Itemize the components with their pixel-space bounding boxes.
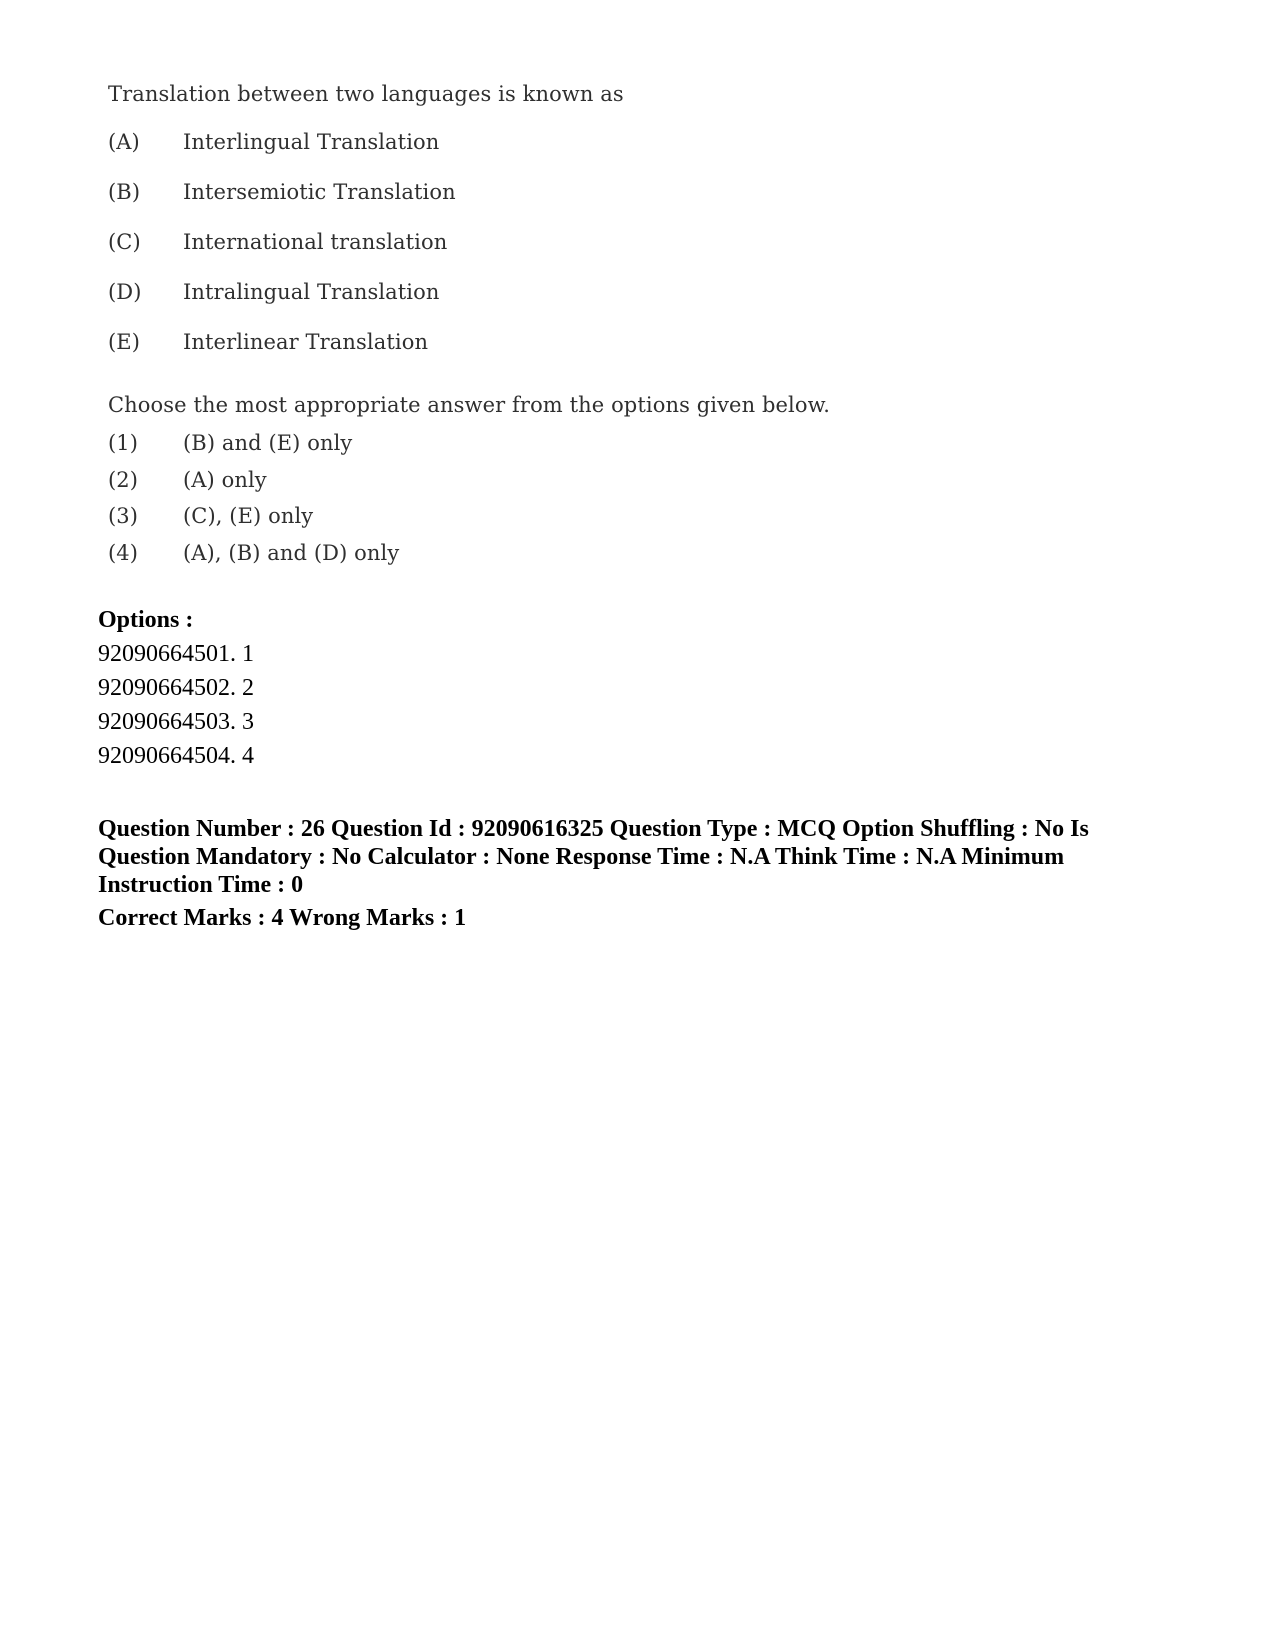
option-id-2: 92090664502. 2: [98, 675, 254, 701]
options-block: [98, 603, 254, 773]
answer-text: (B) and (E) only: [183, 431, 353, 455]
answer-instruction: Choose the most appropriate answer from the options given below.: [108, 393, 830, 417]
choice-label: (C): [108, 230, 141, 254]
choice-label: (B): [108, 180, 141, 204]
question-stem: Translation between two languages is known as: [108, 82, 624, 106]
question-meta-line-3: Instruction Time : 0: [98, 872, 304, 898]
answer-text: (C), (E) only: [183, 504, 314, 528]
choice-text: Intersemiotic Translation: [183, 180, 456, 204]
question-meta-line-2: Question Mandatory : No Calculator : None Response Time : N.A Think Time : N.A Minimum: [98, 844, 1065, 870]
marks-info: Correct Marks : 4 Wrong Marks : 1: [98, 905, 467, 931]
question-meta: [98, 815, 1188, 932]
answer-label: (1): [108, 431, 139, 455]
question-meta-line-1: Question Number : 26 Question Id : 92090616325 Question Type : MCQ Option Shuffling : No Is: [98, 816, 1089, 842]
choice-text: Intralingual Translation: [183, 280, 440, 304]
choice-label: (D): [108, 280, 142, 304]
choice-text: Interlingual Translation: [183, 130, 440, 154]
answer-text: (A), (B) and (D) only: [183, 541, 400, 565]
answer-label: (2): [108, 468, 139, 492]
question-image: [108, 82, 868, 565]
option-id-1: 92090664501. 1: [98, 641, 254, 667]
answer-label: (3): [108, 504, 139, 528]
options-heading: Options :: [98, 607, 194, 633]
choice-label: (E): [108, 330, 141, 354]
choice-text: International translation: [183, 230, 448, 254]
answer-label: (4): [108, 541, 139, 565]
choice-label: (A): [108, 130, 140, 154]
choice-text: Interlinear Translation: [183, 330, 429, 354]
option-id-3: 92090664503. 3: [98, 709, 254, 735]
answer-text: (A) only: [183, 468, 267, 492]
option-id-4: 92090664504. 4: [98, 743, 254, 769]
